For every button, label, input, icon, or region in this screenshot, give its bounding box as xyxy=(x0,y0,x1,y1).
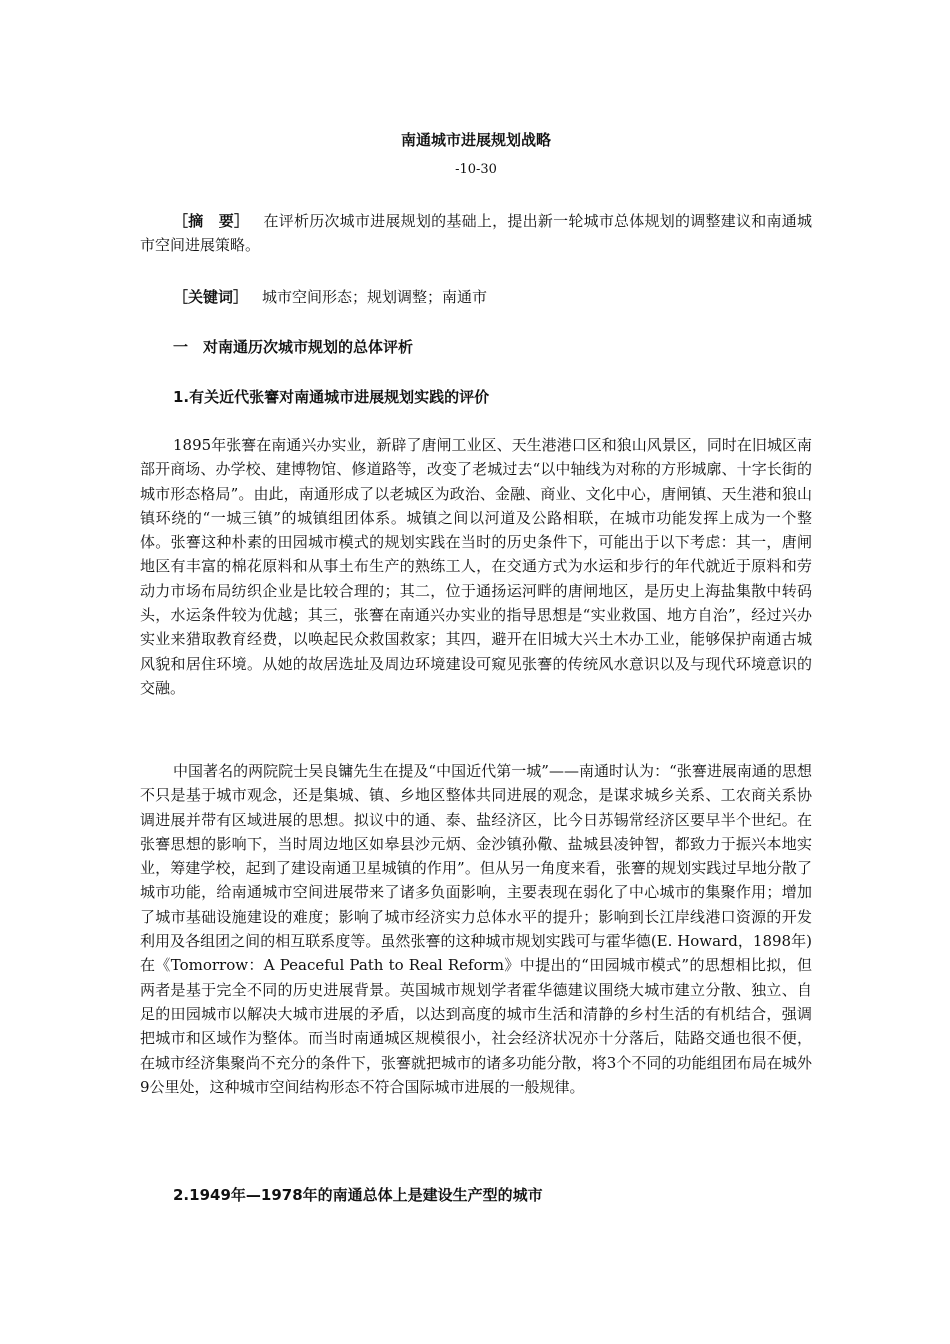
body-paragraph-1: 1895年张謇在南通兴办实业，新辟了唐闸工业区、天生港港口区和狼山风景区，同时在旧城区南部开商场、办学校、建博物馆、修道路等，改变了老城过去“以中轴线为对称的方形城廓、十字长街的城市形态格局”。由此，南通形成了以老城区为政治、金融、商业、文化中心，唐闸镇、天生港和狼山镇环绕的“一城三镇”的城镇组团体系。城镇之间以河道及公路相联，在城市功能发挥上成为一个整体。张謇这种朴素的田园城市模式的规划实践在当时的历史条件下，可能出于以下考虑：其一，唐闸地区有丰富的棉花原料和从事土布生产的熟练工人，在交通方式为水运和步行的年代就近于原料和劳动力市场布局纺织企业是比较合理的；其二，位于通扬运河畔的唐闸地区，是历史上海盐集散中转码头，水运条件较为优越；其三，张謇在南通兴办实业的指导思想是“实业救国、地方自治”，经过兴办实业来猎取教育经费，以唤起民众救国救家；其四，避开在旧城大兴土木办工业，能够保护南通古城风貌和居住环境。从她的故居选址及周边环境建设可窥见张謇的传统风水意识以及与现代环境意识的交融。 xyxy=(140,436,812,697)
keywords-paragraph xyxy=(140,285,812,309)
subsection-heading-1: 1.有关近代张謇对南通城市进展规划实践的评价 xyxy=(173,388,490,406)
document-title: 南通城市进展规划战略 xyxy=(400,131,551,149)
keywords-label: ［关键词］ xyxy=(173,288,249,306)
body-paragraph-2: 中国著名的两院院士吴良镛先生在提及“中国近代第一城”——南通时认为：“张謇进展南通的思想不只是基于城市观念，还是集城、镇、乡地区整体共同进展的观念，是谋求城乡关系、工农商关系协调进展并带有区域进展的思想。拟议中的通、泰、盐经济区，比今日苏锡常经济区要早半个世纪。在张謇思想的影响下，当时周边地区如皋县沙元炳、金沙镇孙儆、盐城县凌钟智，都致力于振兴本地实业，筹建学校，起到了建设南通卫星城镇的作用”。但从另一角度来看，张謇的规划实践过早地分散了城市功能，给南通城市空间进展带来了诸多负面影响，主要表现在弱化了中心城市的集聚作用；增加了城市基础设施建设的难度；影响了城市经济实力总体水平的提升；影响到长江岸线港口资源的开发利用及各组团之间的相互联系度等。虽然张謇的这种城市规划实践可与霍华德(E. Howard，1898年)在《Tomorrow：A Peaceful Path to Real Reform》中提出的“田园城市模式”的思想相比拟，但两者是基于完全不同的历史进展背景。英国城市规划学者霍华德建议围绕大城市建立分散、独立、自足的田园城市以解决大城市进展的矛盾，以达到高度的城市生活和清静的乡村生活的有机结合，强调把城市和区域作为整体。而当时南通城区规模很小，社会经济状况亦十分落后，陆路交通也很不便，在城市经济集聚尚不充分的条件下，张謇就把城市的诸多功能分散，将3个不同的功能组团布局在城外9公里处，这种城市空间结构形态不符合国际城市进展的一般规律。 xyxy=(140,762,812,1096)
subsection-heading-2: 2.1949年—1978年的南通总体上是建设生产型的城市 xyxy=(173,1186,543,1204)
abstract-paragraph xyxy=(140,209,812,258)
document-date: -10-30 xyxy=(455,162,497,177)
keywords-text: 城市空间形态；规划调整；南通市 xyxy=(262,288,488,306)
abstract-label: ［摘 要］ xyxy=(173,212,250,230)
abstract-text: 在评析历次城市进展规划的基础上，提出新一轮城市总体规划的调整建议和南通城市空间进展策略。 xyxy=(140,212,812,255)
section-heading-1: 一 对南通历次城市规划的总体评析 xyxy=(173,338,414,356)
